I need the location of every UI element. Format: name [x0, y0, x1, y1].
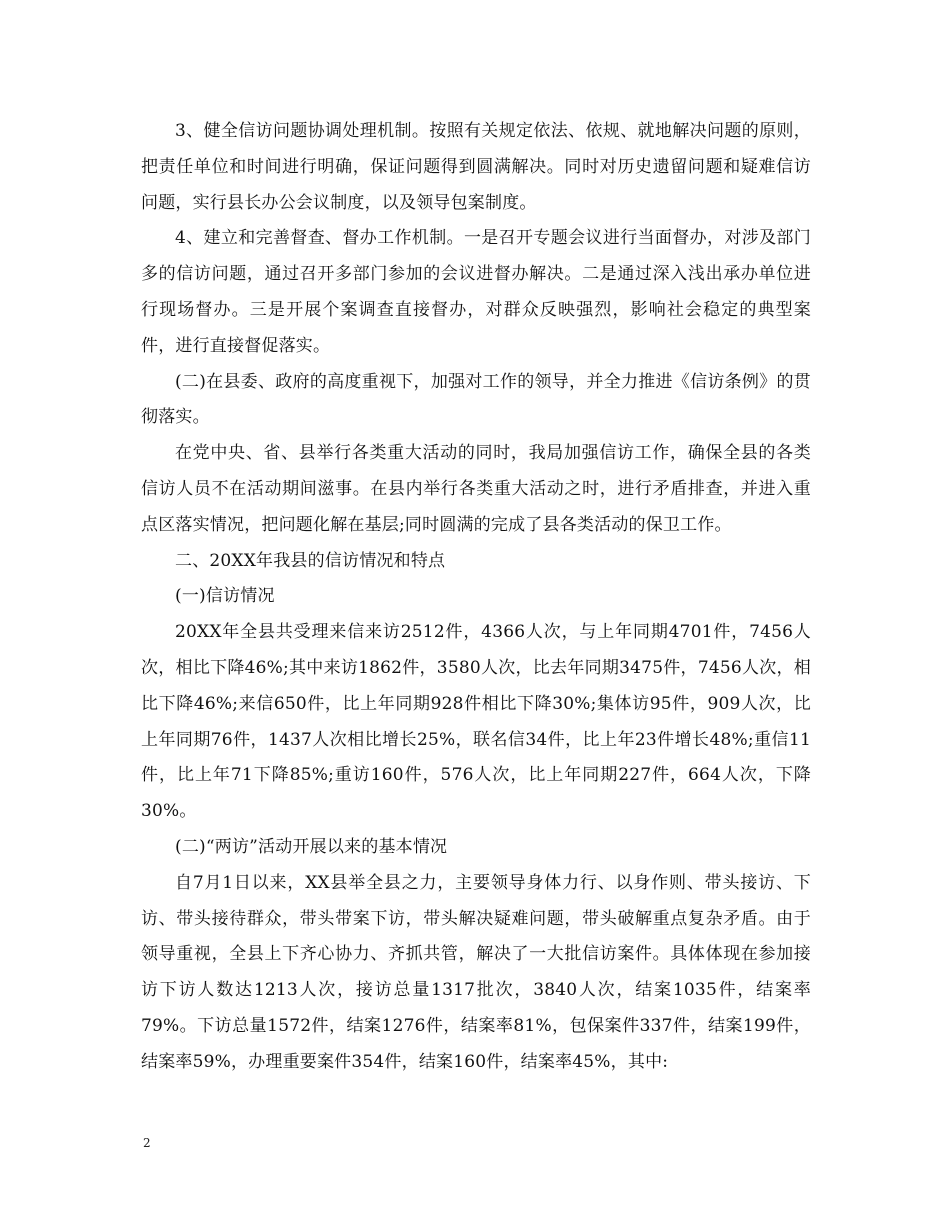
paragraph-mechanism-4: 4、建立和完善督查、督办工作机制。一是召开专题会议进行当面督办，对涉及部门多的信访问题，通过召开多部门参加的会议进督办解决。二是通过深入浅出承办单位进行现场督办。三是开展个案调查直接督办，对群众反映强烈，影响社会稳定的典型案件，进行直接督促落实。 [141, 228, 811, 356]
subheading-petition-status: (一)信访情况 [175, 586, 275, 607]
paragraph-two-visits-details: 自7月1日以来，XX县举全县之力，主要领导身体力行、以身作则、带头接访、下访、带头接待群众，带头带案下访，带头解决疑难问题，带头破解重点复杂矛盾。由于领导重视，全县上下齐心协力、齐抓共管，解决了一大批信访案件。具体体现在参加接访下访人数达1213人次，接访总量1317批次，3840人次，结案1035件，结案率79%。下访总量1572件，结案1276件，结案率81%，包保案件337件，结案199件，结案率59%，办理重要案件354件，结案160件，结案率45%，其中: [141, 872, 811, 1072]
subheading-two-visits: (二)“两访”活动开展以来的基本情况 [175, 836, 448, 857]
paragraph-mechanism-3: 3、健全信访问题协调处理机制。按照有关规定依法、依规、就地解决问题的原则，把责任单位和时间进行明确，保证问题得到圆满解决。同时对历史遗留问题和疑难信访问题，实行县长办公会议制度，以及领导包案制度。 [141, 121, 811, 213]
paragraph-petition-statistics: 20XX年全县共受理来信来访2512件，4366人次，与上年同期4701件，7456人次，相比下降46%;其中来访1862件，3580人次，比去年同期3475件，7456人次，相比下降46%;来信650件，比上年同期928件相比下降30%;集体访95件，909人次，比上年同期76件，1437人次相比增长25%，联名信34件，比上年23件增长48%;重信11件，比上年71下降85%;重访160件，576人次，比上年同期227件，664人次，下降30%。 [141, 622, 811, 822]
page-number: 2 [143, 1136, 151, 1150]
document-body [141, 114, 811, 1081]
paragraph-section-2-leadership: (二)在县委、政府的高度重视下，加强对工作的领导，并全力推进《信访条例》的贯彻落实。 [141, 371, 811, 428]
heading-petition-situation: 二、20XX年我县的信访情况和特点 [175, 550, 446, 571]
paragraph-major-activities: 在党中央、省、县举行各类重大活动的同时，我局加强信访工作，确保全县的各类信访人员不在活动期间滋事。在县内举行各类重大活动之时，进行矛盾排查，并进入重点区落实情况，把问题化解在基层;同时圆满的完成了县各类活动的保卫工作。 [141, 443, 811, 535]
